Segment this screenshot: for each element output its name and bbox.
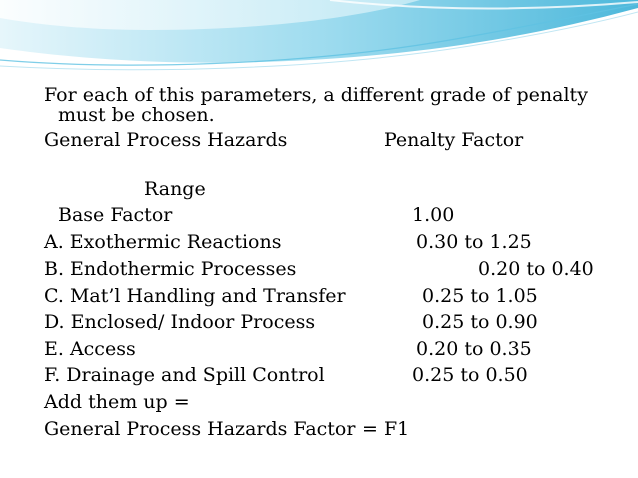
total-label: General Process Hazards Factor xyxy=(44,418,356,440)
row-value-base-factor: 1.00 xyxy=(412,204,455,226)
intro-line-1: For each of this parameters, a different grade of penalty xyxy=(44,84,588,106)
row-label-material-handling: C. Mat’l Handling and Transfer xyxy=(44,285,346,307)
row-label-endothermic: B. Endothermic Processes xyxy=(44,258,297,280)
intro-line-2: must be chosen. xyxy=(58,104,215,126)
row-value-endothermic: 0.20 to 0.40 xyxy=(478,258,594,280)
row-value-enclosed-process: 0.25 to 0.90 xyxy=(422,311,538,333)
header-left-label: General Process Hazards xyxy=(44,129,288,151)
header-range-label: Range xyxy=(144,178,206,200)
row-label-exothermic: A. Exothermic Reactions xyxy=(44,231,282,253)
header-right-label: Penalty Factor xyxy=(384,129,524,151)
row-label-drainage: F. Drainage and Spill Control xyxy=(44,364,325,386)
row-label-base-factor: Base Factor xyxy=(58,204,173,226)
row-label-enclosed-process: D. Enclosed/ Indoor Process xyxy=(44,311,316,333)
row-label-access: E. Access xyxy=(44,338,136,360)
add-them-up: Add them up = xyxy=(44,391,190,413)
row-value-access: 0.20 to 0.35 xyxy=(416,338,532,360)
row-value-drainage: 0.25 to 0.50 xyxy=(412,364,528,386)
total-value: = F1 xyxy=(362,418,410,440)
row-value-exothermic: 0.30 to 1.25 xyxy=(416,231,532,253)
row-value-material-handling: 0.25 to 1.05 xyxy=(422,285,538,307)
